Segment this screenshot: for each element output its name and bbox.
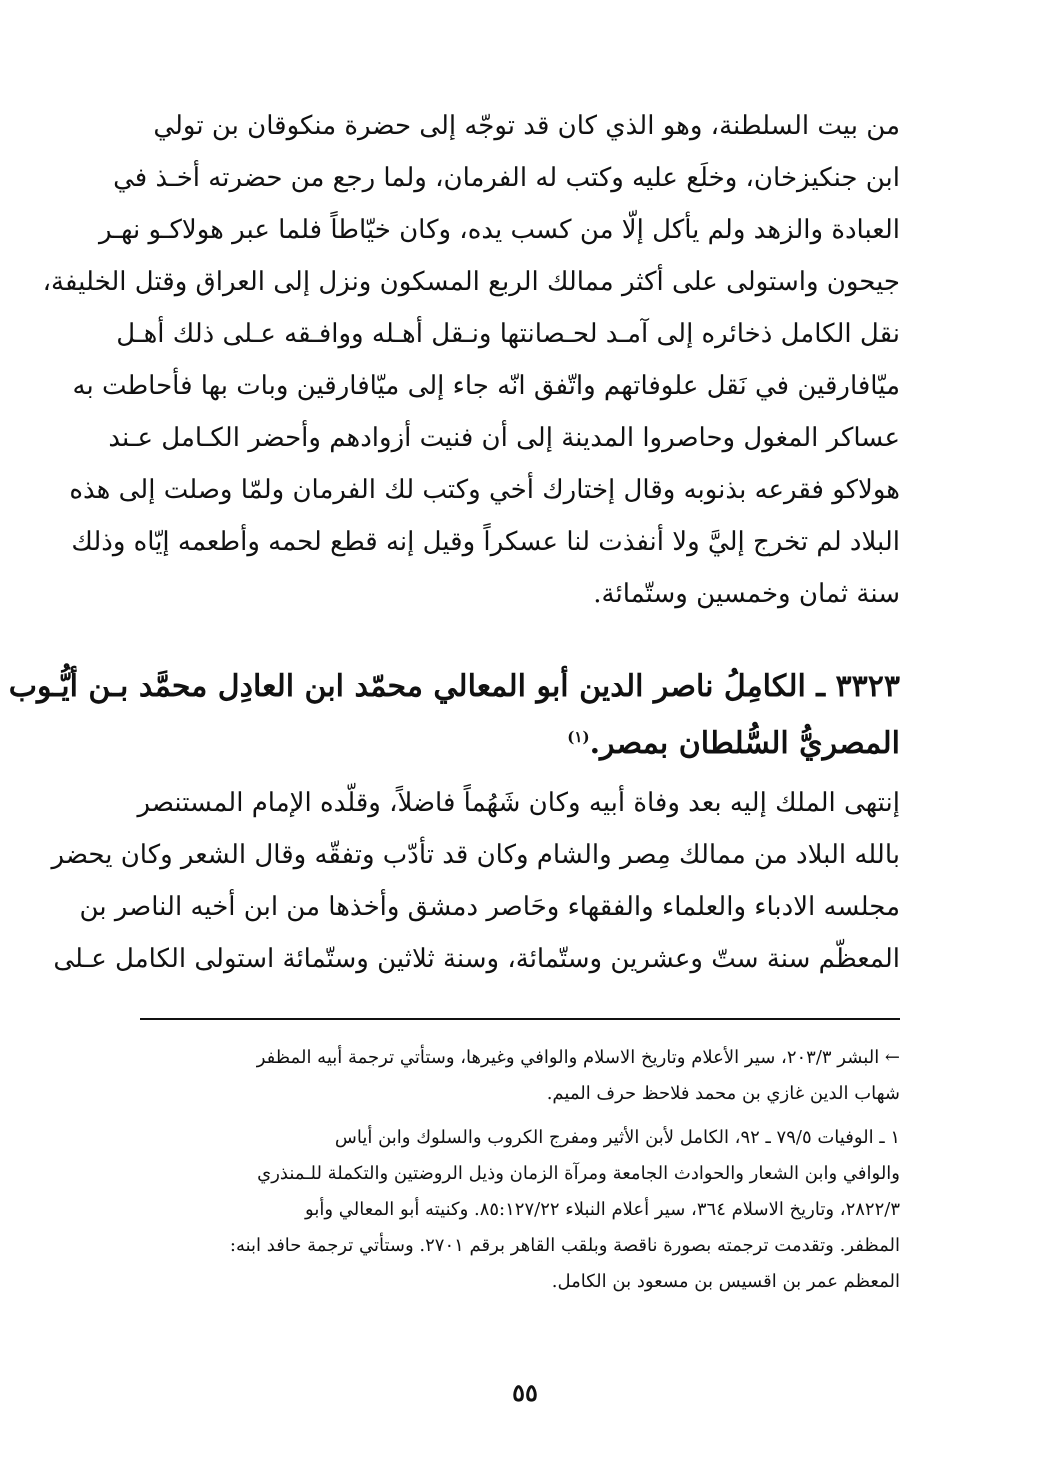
text-line: مجلسه الادباء والعلماء والفقهاء وحَاصر دمشق وأخذها من ابن أخيه الناصر بن <box>79 892 900 922</box>
footnote-line: والوافي وابن الشعار والحوادث الجامعة ومرآة الزمان وذيل الروضتين والتكملة للـمنذري <box>257 1163 900 1184</box>
text-line: هولاكو فقرعه بذنوبه وقال إختارك أخي وكتب لك الفرمان ولمّا وصلت إلى هذه <box>69 475 900 505</box>
text-line: جيحون واستولى على أكثر ممالك الربع المسكون ونزل إلى العراق وقتل الخليفة، <box>42 267 900 297</box>
page-body <box>8 100 900 985</box>
text-line: العبادة والزهد ولم يأكل إلّا من كسب يده، وكان خيّاطاً فلما عبر هولاكـو نهـر <box>99 215 900 245</box>
page-number: ٥٥ <box>512 1378 538 1407</box>
text-line: عساكر المغول وحاصروا المدينة إلى أن فنيت أزوادهم وأحضر الكـامل عـند <box>108 423 900 453</box>
footnote-line: المعظم عمر بن اقسيس بن مسعود بن الكامل. <box>551 1271 900 1292</box>
text-line: ابن جنكيزخان، وخلَع عليه وكتب له الفرمان، ولما رجع من حضرته أخـذ في <box>113 163 900 193</box>
footnote-line: المظفر. وتقدمت ترجمته بصورة ناقصة وبلقب القاهر برقم ٢٧٠١. وستأتي ترجمة حافد ابنه: <box>229 1235 900 1256</box>
text-line: البلاد لم تخرج إليَّ ولا أنفذت لنا عسكراً وقيل إنه قطع لحمه وأطعمه إيّاه وذلك <box>71 527 900 557</box>
text-line: بالله البلاد من ممالك مِصر والشام وكان قد تأدّب وتفقّه وقال الشعر وكان يحضر <box>51 840 900 870</box>
footnote-1 <box>140 1120 900 1300</box>
text-line: سنة ثمان وخمسين وستّمائة. <box>593 579 900 609</box>
footnote-line: ٢٨٢٢/٣، وتاريخ الاسلام ٣٦٤، سير أعلام النبلاء ٨٥:١٢٧/٢٢. وكنيته أبو المعالي وأبو <box>305 1199 900 1220</box>
footnote-line: ١ ـ الوفيات ٧٩/٥ ـ ٩٢، الكامل لأبن الأثير ومفرج الكروب والسلوك وابن أياس <box>334 1127 900 1148</box>
footnote-line: ← البشر ٢٠٣/٣، سير الأعلام وتاريخ الاسلام والوافي وغيرها، وستأتي ترجمة أبيه المظفر <box>256 1047 900 1068</box>
footnote-gap <box>140 1112 900 1120</box>
top-paragraph <box>42 100 900 620</box>
footnote-line: شهاب الدين غازي بن محمد فلاحظ حرف الميم. <box>546 1083 900 1104</box>
footnote-divider <box>140 1018 900 1020</box>
heading-line-2 <box>140 712 900 769</box>
heading-line: ٣٣٢٣ ـ الكامِلُ ناصر الدين أبو المعالي محمّد ابن العادِل محمَّد بـن أيُّـوب <box>8 669 900 704</box>
text-line: نقل الكامل ذخائره إلى آمـد لحـصانتها ونـقل أهـله ووافـقه عـلى ذلك أهـل <box>116 319 900 349</box>
footnotes <box>140 1040 900 1300</box>
entry-heading <box>8 662 900 769</box>
footnote-reference[interactable]: (١) <box>567 728 590 746</box>
text-line: المعظّم سنة ستّ وعشرين وستّمائة، وسنة ثلاثين وستّمائة استولى الكامل عـلى <box>53 944 900 974</box>
entry-body <box>51 777 900 985</box>
text-line: ميّافارقين في نَقل علوفاتهم واتّفق انّه جاء إلى ميّافارقين وبات بها فأحاطت به <box>72 371 900 401</box>
heading-line-text: المصريُّ السُّلطان بمصر. <box>589 726 900 761</box>
footnote-continuation <box>140 1040 900 1112</box>
text-line: من بيت السلطنة، وهو الذي كان قد توجّه إلى حضرة منكوقان بن تولي <box>153 111 900 141</box>
text-line: إنتهى الملك إليه بعد وفاة أبيه وكان شَهُماً فاضلاً، وقلّده الإمام المستنصر <box>137 788 900 818</box>
